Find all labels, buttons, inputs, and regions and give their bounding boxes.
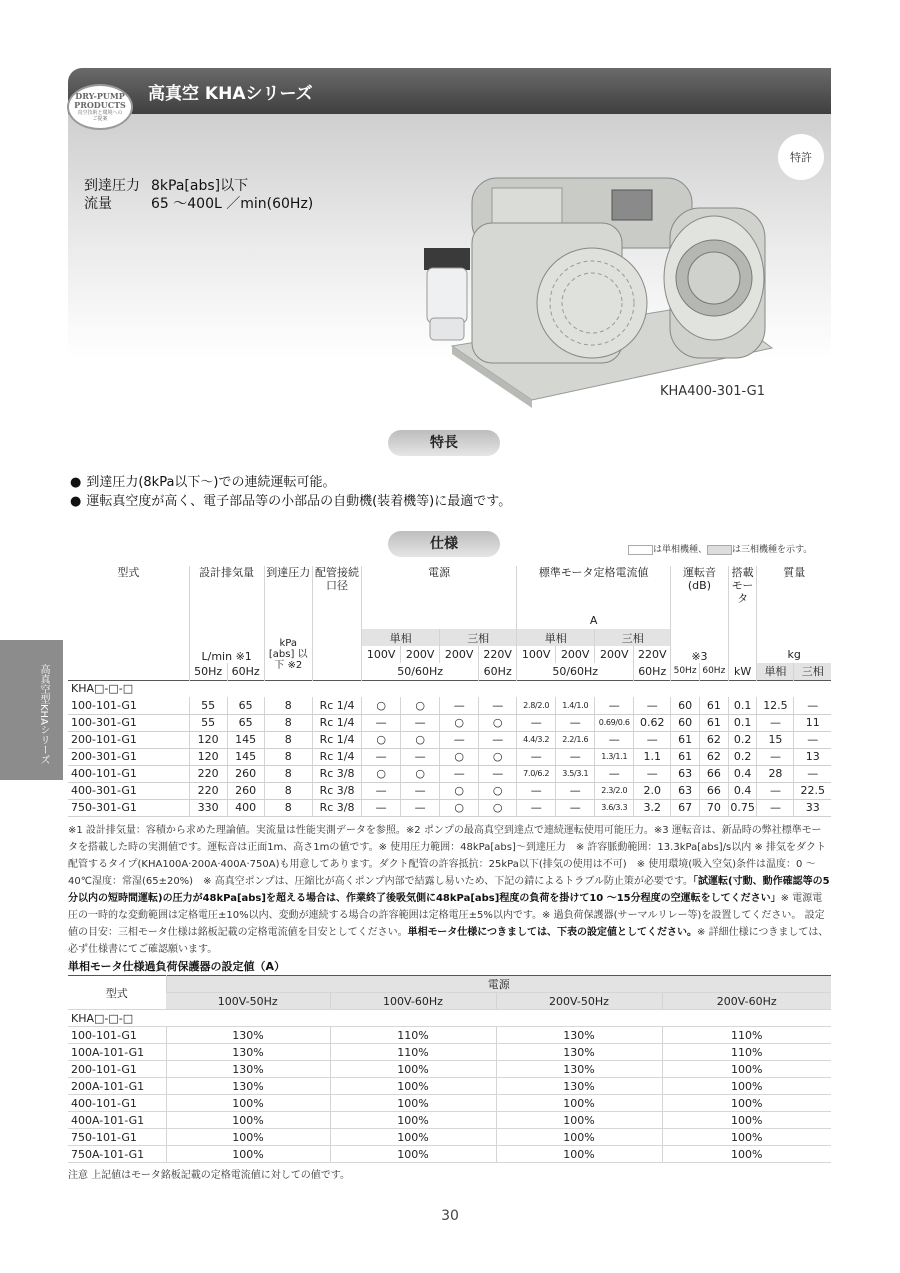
- value-cell: —: [517, 782, 556, 799]
- model-cell: 100-101-G1: [68, 1027, 166, 1044]
- value-cell: 100%: [330, 1146, 496, 1163]
- note3: ※3: [671, 629, 729, 663]
- value-cell: 1.4/1.0: [556, 697, 595, 714]
- value-cell: —: [757, 748, 794, 765]
- value-cell: ○: [440, 714, 479, 731]
- value-cell: 22.5: [794, 782, 831, 799]
- spec-flow: [84, 193, 313, 213]
- page-title: 高真空 KHAシリーズ: [148, 84, 313, 104]
- value-cell: —: [479, 731, 517, 748]
- value-cell: ○: [362, 697, 401, 714]
- value-cell: 100%: [662, 1061, 831, 1078]
- note-text: ※ 電源電圧の一時的な変動範囲は定格電圧±10%以内、変動が連続する場合の許容範囲は定格電圧±5%以内です。※ 過負荷保護器(サーマルリレー等)を設置してください。 設定値の目安：三相モータ仕様は銘板記載の定格電流値を目安としてください。: [68, 893, 825, 938]
- model-cell: 200-101-G1: [68, 1061, 166, 1078]
- value-cell: —: [401, 782, 440, 799]
- value-cell: 260: [227, 765, 264, 782]
- model-cell: 100-101-G1: [68, 697, 189, 714]
- col-motor-current: 標準モータ定格電流値: [517, 566, 671, 612]
- value-cell: 2.0: [634, 782, 671, 799]
- legend: [628, 542, 812, 555]
- spec-value: 65 ～400L ／min(60Hz): [151, 196, 314, 212]
- value-cell: 100%: [496, 1129, 662, 1146]
- power-single: 単相: [362, 629, 440, 646]
- logo-line: DRY-PUMP: [75, 91, 125, 101]
- value-cell: Rc 1/4: [312, 731, 361, 748]
- value-cell: —: [362, 782, 401, 799]
- value-cell: 0.1: [728, 697, 757, 714]
- value-cell: 100%: [330, 1095, 496, 1112]
- v-label: 200V: [595, 646, 634, 663]
- model-cell: 750-101-G1: [68, 1129, 166, 1146]
- value-cell: 8: [264, 782, 312, 799]
- value-cell: Rc 1/4: [312, 697, 361, 714]
- value-cell: —: [362, 714, 401, 731]
- patent-badge: 特許: [778, 134, 824, 180]
- spec-pressure: [84, 175, 248, 195]
- value-cell: 63: [671, 782, 700, 799]
- value-cell: —: [517, 714, 556, 731]
- value-cell: 61: [699, 697, 728, 714]
- table-row: [68, 714, 831, 731]
- value-cell: 3.6/3.3: [595, 799, 634, 816]
- v-label: 220V: [634, 646, 671, 663]
- value-cell: 8: [264, 748, 312, 765]
- t2-col-model: 型式: [68, 976, 166, 1010]
- col-motor-kw: 搭載モータ: [728, 566, 757, 629]
- overload-title: 単相モータ仕様過負荷保護器の設定値（A）: [68, 960, 286, 973]
- value-cell: 0.4: [728, 782, 757, 799]
- value-cell: 100%: [662, 1129, 831, 1146]
- col-power: 電源: [362, 566, 517, 629]
- hz-label: 50/60Hz: [517, 663, 634, 680]
- blank-cell: [728, 646, 757, 663]
- value-cell: 13: [794, 748, 831, 765]
- footnote: 注意 上記値はモータ銘板記載の定格電流値に対しての値です。: [68, 1170, 350, 1181]
- noise-label: 運転音: [682, 566, 716, 579]
- value-cell: —: [595, 697, 634, 714]
- value-cell: ○: [479, 714, 517, 731]
- hz-label: 60Hz: [699, 663, 728, 680]
- value-cell: —: [794, 731, 831, 748]
- unit-kg: kg: [757, 646, 831, 663]
- value-cell: 61: [671, 748, 700, 765]
- blank-cell: [728, 629, 757, 646]
- value-cell: 0.75: [728, 799, 757, 816]
- motor-single: 単相: [517, 629, 595, 646]
- value-cell: 100%: [166, 1112, 330, 1129]
- value-cell: 33: [794, 799, 831, 816]
- table-row: [68, 1061, 831, 1078]
- unit-a: A: [517, 612, 671, 629]
- v-label: 200V: [556, 646, 595, 663]
- spec-notes: [68, 822, 831, 958]
- value-cell: —: [401, 714, 440, 731]
- table-row: [68, 697, 831, 714]
- blank-cell: [757, 629, 831, 646]
- blank-cell: [68, 629, 189, 646]
- value-cell: —: [634, 731, 671, 748]
- spec-table: [68, 566, 831, 817]
- value-cell: 130%: [496, 1044, 662, 1061]
- value-cell: Rc 3/8: [312, 765, 361, 782]
- value-cell: ○: [479, 748, 517, 765]
- hz-label: 50/60Hz: [362, 663, 479, 680]
- value-cell: —: [479, 765, 517, 782]
- legend-single-label: は単相機種、: [653, 545, 708, 555]
- value-cell: Rc 3/8: [312, 782, 361, 799]
- value-cell: 2.3/2.0: [595, 782, 634, 799]
- value-cell: ○: [440, 782, 479, 799]
- value-cell: ○: [440, 748, 479, 765]
- value-cell: 100%: [166, 1146, 330, 1163]
- value-cell: 100%: [662, 1112, 831, 1129]
- table-row: [68, 1146, 831, 1163]
- value-cell: 100%: [662, 1095, 831, 1112]
- value-cell: 400: [227, 799, 264, 816]
- value-cell: 145: [227, 731, 264, 748]
- value-cell: 63: [671, 765, 700, 782]
- col-model: 型式: [117, 566, 140, 579]
- value-cell: 100%: [166, 1095, 330, 1112]
- spec-heading: 仕様: [388, 531, 500, 557]
- unit-kpa: kPa [abs] 以下 ※2: [264, 629, 312, 680]
- value-cell: ○: [401, 765, 440, 782]
- features-heading: 特長: [388, 430, 500, 456]
- page-number: 30: [441, 1208, 459, 1224]
- value-cell: 0.1: [728, 714, 757, 731]
- value-cell: 55: [189, 714, 227, 731]
- value-cell: 1.1: [634, 748, 671, 765]
- noise-unit: (dB): [687, 579, 712, 592]
- value-cell: 130%: [166, 1078, 330, 1095]
- model-cell: 200-101-G1: [68, 731, 189, 748]
- unit-lmin: L/min ※1: [189, 629, 264, 663]
- value-cell: 130%: [496, 1027, 662, 1044]
- value-cell: —: [595, 731, 634, 748]
- value-cell: 55: [189, 697, 227, 714]
- spec-label: 流量: [84, 196, 112, 212]
- model-cell: 200-301-G1: [68, 748, 189, 765]
- value-cell: 110%: [330, 1027, 496, 1044]
- v-label: 200V: [401, 646, 440, 663]
- t2-col: 200V-60Hz: [662, 993, 831, 1010]
- value-cell: 11: [794, 714, 831, 731]
- col-mass: 質量: [757, 566, 831, 629]
- value-cell: 330: [189, 799, 227, 816]
- table-row: [68, 799, 831, 816]
- v-label: 200V: [440, 646, 479, 663]
- value-cell: —: [440, 697, 479, 714]
- table-row: [68, 1027, 831, 1044]
- product-caption: KHA400-301-G1: [660, 384, 766, 399]
- value-cell: 66: [699, 765, 728, 782]
- note-text: ※ 詳細仕様につきましては、必ず仕様書にてご確認願います。: [68, 927, 829, 955]
- value-cell: 65: [227, 697, 264, 714]
- value-cell: 61: [671, 731, 700, 748]
- value-cell: ○: [401, 731, 440, 748]
- table-row: [68, 1095, 831, 1112]
- value-cell: 220: [189, 765, 227, 782]
- pump-product-image: [412, 168, 784, 408]
- value-cell: 15: [757, 731, 794, 748]
- table-row: [68, 765, 831, 782]
- value-cell: —: [440, 731, 479, 748]
- value-cell: 0.4: [728, 765, 757, 782]
- value-cell: —: [401, 748, 440, 765]
- overload-table: [68, 975, 831, 1163]
- hz-label: 50Hz: [671, 663, 700, 680]
- note-warning: 「試運転(寸動、動作確認等の5分以内の短時間運転)の圧力が48kPa[abs]を超える場合は、作業終了後吸気側に48kPa[abs]程度の負荷を掛けて10 ～15分程度の空運転をしてください」: [68, 876, 830, 904]
- table-row: [68, 1078, 831, 1095]
- value-cell: 3.2: [634, 799, 671, 816]
- value-cell: —: [556, 714, 595, 731]
- value-cell: ○: [362, 731, 401, 748]
- value-cell: —: [479, 697, 517, 714]
- value-cell: 8: [264, 799, 312, 816]
- value-cell: ○: [401, 697, 440, 714]
- value-cell: 28: [757, 765, 794, 782]
- value-cell: —: [517, 799, 556, 816]
- value-cell: 67: [671, 799, 700, 816]
- note-text: ※1 設計排気量：容積から求めた理論値。実流量は性能実測データを参照。※2 ポンプの最高真空到達点で連続運転使用可能圧力。※3 運転音は、新品時の弊社標準モータを搭載した時の実測値です。運転音は正面1m、高さ1mの値です。※ 使用圧力範囲：48kPa[abs]～到達圧力 ※ 許容脈動範囲：13.3kPa[abs]/s以内 ※ 排気をダクト配管するタイプ(KHA100A·200A·400A·750A)も用意してあります。ダクト配管の許容抵抗：25kPa以下(排気の使用は不可) ※ 使用環境(吸入空気)条件は温度：0 ～40℃湿度：常湿(65±20%) ※ 高真空ポンプは、圧縮比が高くポンプ内部で結露し易いため、下記の錆によるトラブル防止策が必要です。: [68, 825, 827, 887]
- value-cell: 3.5/3.1: [556, 765, 595, 782]
- value-cell: —: [556, 782, 595, 799]
- value-cell: 8: [264, 731, 312, 748]
- table-row: [68, 782, 831, 799]
- value-cell: —: [794, 765, 831, 782]
- value-cell: 12.5: [757, 697, 794, 714]
- value-cell: ○: [362, 765, 401, 782]
- value-cell: 0.2: [728, 748, 757, 765]
- blank-cell: [312, 663, 361, 680]
- spec-label: 到達圧力: [84, 178, 140, 194]
- blank-cell: [312, 646, 361, 663]
- t2-col: 100V-60Hz: [330, 993, 496, 1010]
- model-cell: 400-301-G1: [68, 782, 189, 799]
- side-tab: [0, 640, 63, 780]
- value-cell: 2.2/1.6: [556, 731, 595, 748]
- value-cell: 1.3/1.1: [595, 748, 634, 765]
- value-cell: 130%: [166, 1027, 330, 1044]
- value-cell: Rc 3/8: [312, 799, 361, 816]
- value-cell: 110%: [662, 1044, 831, 1061]
- value-cell: 100%: [662, 1078, 831, 1095]
- v-label: 100V: [362, 646, 401, 663]
- value-cell: 100%: [330, 1112, 496, 1129]
- value-cell: 0.62: [634, 714, 671, 731]
- value-cell: 100%: [330, 1061, 496, 1078]
- value-cell: —: [401, 799, 440, 816]
- t2-col-power: 電源: [166, 976, 831, 993]
- logo-line: PRODUCTS: [74, 100, 126, 110]
- value-cell: 61: [699, 714, 728, 731]
- legend-swatch-single: [628, 545, 653, 555]
- table-row: [68, 1129, 831, 1146]
- value-cell: —: [794, 697, 831, 714]
- model-cell: 400A-101-G1: [68, 1112, 166, 1129]
- value-cell: 100%: [662, 1146, 831, 1163]
- value-cell: —: [362, 748, 401, 765]
- value-cell: 110%: [662, 1027, 831, 1044]
- mass-single: 単相: [757, 663, 794, 680]
- logo-line: 真空技術と環境への: [77, 110, 123, 116]
- value-cell: 7.0/6.2: [517, 765, 556, 782]
- model-cell: 400-101-G1: [68, 765, 189, 782]
- value-cell: 120: [189, 748, 227, 765]
- value-cell: 4.4/3.2: [517, 731, 556, 748]
- value-cell: —: [517, 748, 556, 765]
- value-cell: 0.69/0.6: [595, 714, 634, 731]
- value-cell: —: [634, 765, 671, 782]
- col-pressure: 到達圧力: [264, 566, 312, 629]
- value-cell: 65: [227, 714, 264, 731]
- model-cell: 400-101-G1: [68, 1095, 166, 1112]
- value-cell: 0.2: [728, 731, 757, 748]
- model-cell: 100A-101-G1: [68, 1044, 166, 1061]
- spec-table-body: [68, 697, 831, 816]
- value-cell: 100%: [496, 1095, 662, 1112]
- value-cell: 60: [671, 697, 700, 714]
- value-cell: Rc 1/4: [312, 714, 361, 731]
- value-cell: 110%: [330, 1044, 496, 1061]
- value-cell: 100%: [330, 1078, 496, 1095]
- overload-table-body: [68, 1027, 831, 1163]
- value-cell: 100%: [496, 1146, 662, 1163]
- model-cell: 750A-101-G1: [68, 1146, 166, 1163]
- legend-swatch-three: [707, 545, 732, 555]
- model-group: KHA□-□-□: [68, 680, 831, 697]
- value-cell: —: [440, 765, 479, 782]
- t2-col: 100V-50Hz: [166, 993, 330, 1010]
- value-cell: 130%: [166, 1044, 330, 1061]
- value-cell: 62: [699, 748, 728, 765]
- blank-cell: [68, 646, 189, 663]
- value-cell: 220: [189, 782, 227, 799]
- table-row: [68, 731, 831, 748]
- value-cell: —: [362, 799, 401, 816]
- value-cell: 8: [264, 714, 312, 731]
- value-cell: 100%: [330, 1129, 496, 1146]
- hz-label: 60Hz: [634, 663, 671, 680]
- note-emphasis: 単相モータ仕様につきましては、下表の設定値としてください。: [407, 927, 698, 938]
- value-cell: 2.8/2.0: [517, 697, 556, 714]
- col-port: 配管接続口径: [312, 566, 361, 629]
- value-cell: 145: [227, 748, 264, 765]
- value-cell: —: [757, 799, 794, 816]
- power-three: 三相: [440, 629, 517, 646]
- table-row: [68, 1044, 831, 1061]
- motor-three: 三相: [595, 629, 671, 646]
- value-cell: 8: [264, 697, 312, 714]
- feature-item: ● 運転真空度が高く、電子部品等の小部品の自動機(装着機等)に最適です。: [70, 490, 511, 509]
- hz-label: 50Hz: [189, 663, 227, 680]
- unit-kw: kW: [728, 663, 757, 680]
- value-cell: ○: [479, 782, 517, 799]
- value-cell: 8: [264, 765, 312, 782]
- value-cell: 130%: [496, 1061, 662, 1078]
- legend-three-label: は三相機種を示す。: [732, 545, 813, 555]
- hz-label: 60Hz: [479, 663, 517, 680]
- value-cell: —: [634, 697, 671, 714]
- t2-model-group: KHA□-□-□: [68, 1010, 831, 1027]
- value-cell: 260: [227, 782, 264, 799]
- side-tab-label: 高真空型KHAシリーズ: [38, 664, 49, 765]
- model-cell: 200A-101-G1: [68, 1078, 166, 1095]
- value-cell: —: [757, 782, 794, 799]
- col-displacement: 設計排気量: [189, 566, 264, 629]
- value-cell: 62: [699, 731, 728, 748]
- model-cell: 100-301-G1: [68, 714, 189, 731]
- value-cell: 60: [671, 714, 700, 731]
- spec-value: 8kPa[abs]以下: [151, 178, 249, 194]
- value-cell: Rc 1/4: [312, 748, 361, 765]
- v-label: 100V: [517, 646, 556, 663]
- model-cell: 750-301-G1: [68, 799, 189, 816]
- logo-line: ご提案: [92, 116, 108, 122]
- hz-label: 60Hz: [227, 663, 264, 680]
- t2-col: 200V-50Hz: [496, 993, 662, 1010]
- value-cell: 130%: [166, 1061, 330, 1078]
- mass-three: 三相: [794, 663, 831, 680]
- value-cell: ○: [479, 799, 517, 816]
- value-cell: 66: [699, 782, 728, 799]
- feature-item: ● 到達圧力(8kPa以下～)での連続運転可能。: [70, 471, 336, 490]
- value-cell: 100%: [496, 1112, 662, 1129]
- col-noise: [671, 566, 729, 629]
- blank-cell: [68, 663, 189, 680]
- value-cell: —: [556, 799, 595, 816]
- table-row: [68, 1112, 831, 1129]
- value-cell: 100%: [166, 1129, 330, 1146]
- value-cell: 120: [189, 731, 227, 748]
- value-cell: 70: [699, 799, 728, 816]
- table-row: [68, 748, 831, 765]
- v-label: 220V: [479, 646, 517, 663]
- value-cell: ○: [440, 799, 479, 816]
- value-cell: —: [556, 748, 595, 765]
- value-cell: 130%: [496, 1078, 662, 1095]
- brand-logo: [67, 84, 133, 130]
- value-cell: —: [595, 765, 634, 782]
- value-cell: —: [757, 714, 794, 731]
- blank-cell: [312, 629, 361, 646]
